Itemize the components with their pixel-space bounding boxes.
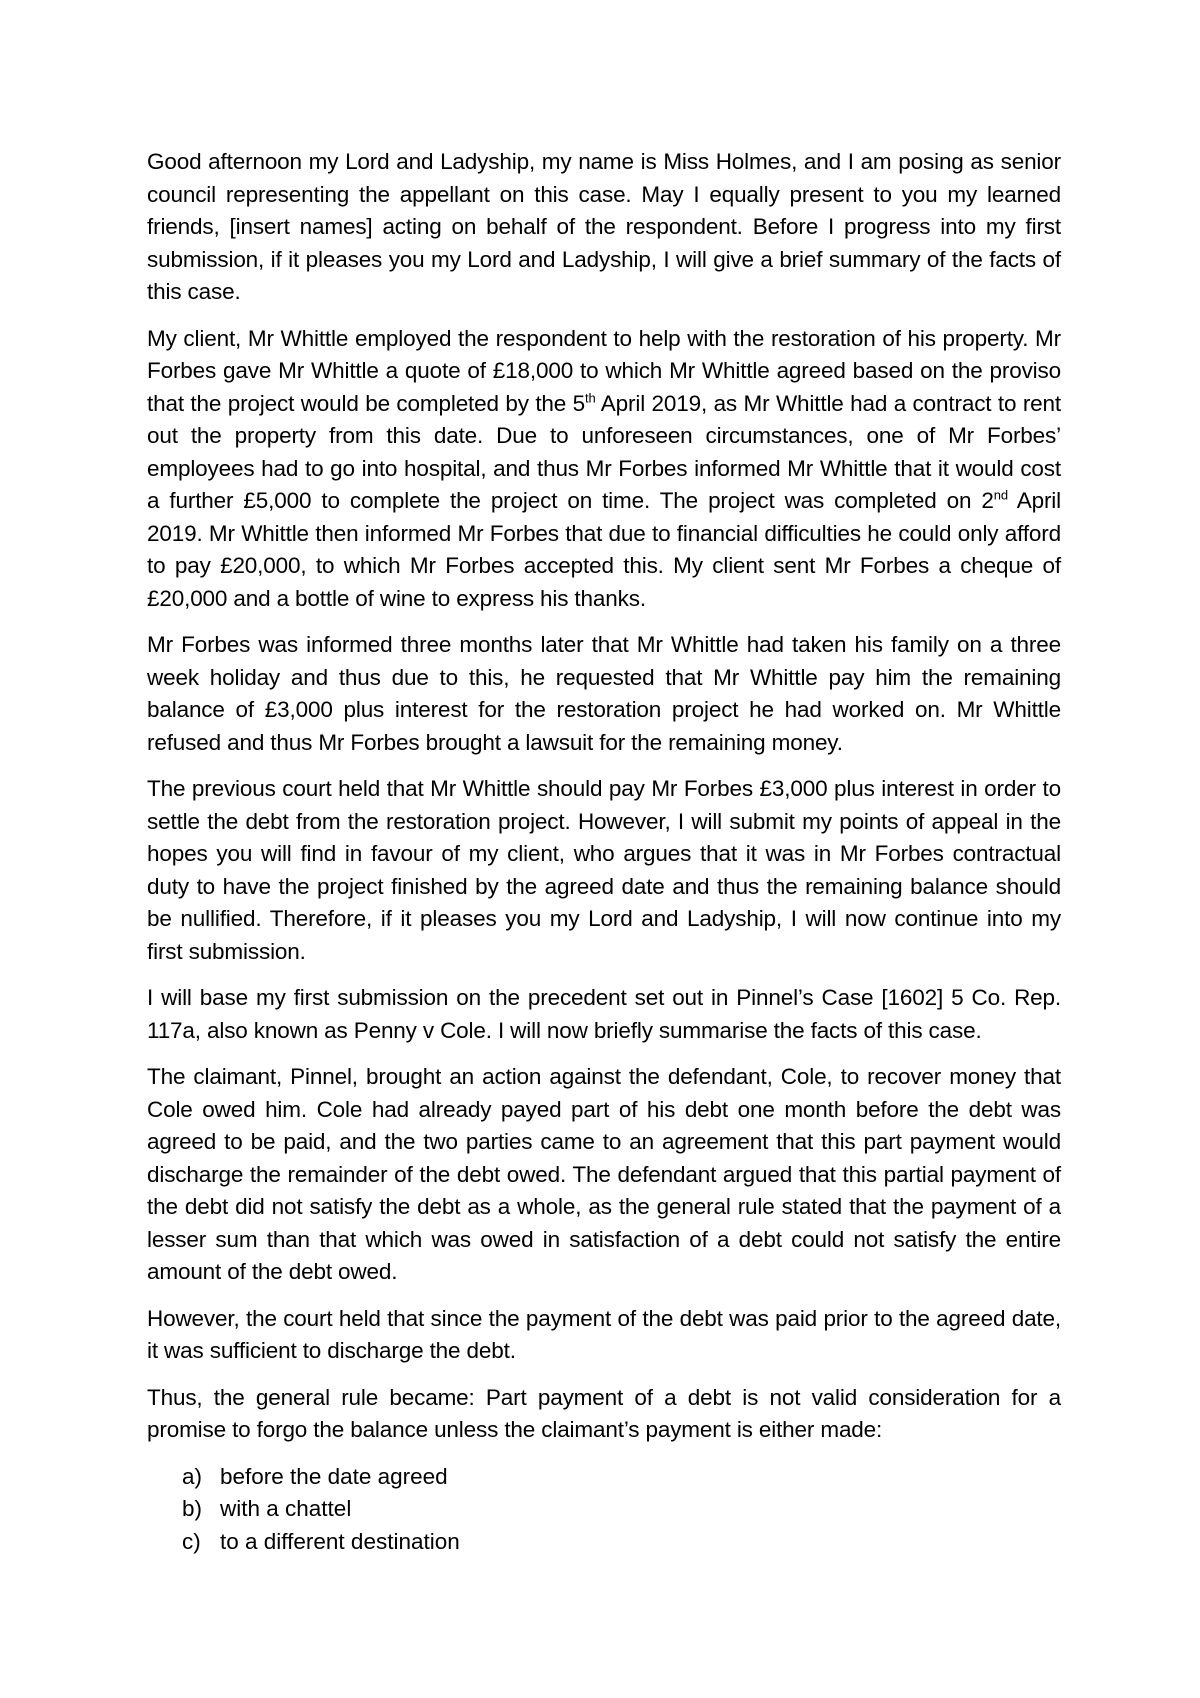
paragraph-facts-part-3: April 2019. Mr Whittle then informed Mr Forbes that due to financial difficulties he could only afford to pay £20,000, to which Mr Forbes accepted this. My client sent Mr Forbes a cheque of £20,000 and a bottle of wine to express his thanks. bbox=[147, 488, 1062, 611]
ordinal-suffix-th: th bbox=[585, 390, 596, 405]
exceptions-list bbox=[147, 1461, 1061, 1559]
paragraph-facts-part-1: My client, Mr Whittle employed the respondent to help with the restoration of his property. Mr Forbes gave Mr Whittle a quote of £18,000 to which Mr Whittle agreed based on the proviso that the project would be completed by the 5 bbox=[147, 325, 1061, 416]
paragraph-court-held: However, the court held that since the payment of the debt was paid prior to the agreed date, it was sufficient to discharge the debt. bbox=[147, 1305, 1061, 1363]
list-marker: c) bbox=[182, 1528, 201, 1554]
paragraph-first-submission: I will base my first submission on the precedent set out in Pinnel’s Case [1602] 5 Co. Rep. 117a, also known as Penny v Cole. I will now briefly summarise the facts of this case. bbox=[147, 985, 1061, 1043]
list-item-text: with a chattel bbox=[220, 1496, 352, 1521]
paragraph-facts-part-2: April 2019, as Mr Whittle had a contract to rent out the property from this date. Due to unforeseen circumstances, one of Mr Forbes’ employees had to go into hospital, and thus Mr Forbes informed Mr Whittle that it would cost a further £5,000 to complete the project on time. The project was completed on 2 bbox=[147, 390, 1061, 513]
paragraph-lawsuit: Mr Forbes was informed three months later that Mr Whittle had taken his family on a three week holiday and thus due to this, he requested that Mr Whittle pay him the remaining balance of £3,000 plus interest for the restoration project he had worked on. Mr Whittle refused and thus Mr Forbes brought a lawsuit for the remaining money. bbox=[147, 632, 1061, 755]
list-marker: b) bbox=[182, 1496, 203, 1521]
paragraph-general-rule: Thus, the general rule became: Part payment of a debt is not valid consideration for a promise to forgo the balance unless the claimant’s payment is either made: bbox=[147, 1384, 1061, 1442]
list-item-text: before the date agreed bbox=[220, 1463, 448, 1489]
list-item-text: to a different destination bbox=[220, 1528, 460, 1554]
ordinal-suffix-nd: nd bbox=[993, 487, 1008, 503]
document-body bbox=[147, 146, 1061, 1558]
list-marker: a) bbox=[182, 1463, 203, 1489]
list-item bbox=[182, 1493, 1061, 1526]
paragraph-pinnel-facts: The claimant, Pinnel, brought an action against the defendant, Cole, to recover money that Cole owed him. Cole had already payed part of his debt one month before the debt was agreed to be paid, and the two parties came to an agreement that this part payment would discharge the remainder of the debt owed. The defendant argued that this partial payment of the debt did not satisfy the debt as a whole, as the general rule stated that the payment of a lesser sum than that which was owed in satisfaction of a debt could not satisfy the entire amount of the debt owed. bbox=[147, 1064, 1061, 1284]
list-item bbox=[182, 1461, 1061, 1494]
paragraph-facts bbox=[147, 323, 1061, 616]
paragraph-introduction: Good afternoon my Lord and Ladyship, my name is Miss Holmes, and I am posing as senior council representing the appellant on this case. May I equally present to you my learned friends, [insert names] acting on behalf of the respondent. Before I progress into my first submission, if it pleases you my Lord and Ladyship, I will give a brief summary of the facts of this case. bbox=[147, 149, 1061, 304]
paragraph-previous-court: The previous court held that Mr Whittle should pay Mr Forbes £3,000 plus interest in order to settle the debt from the restoration project. However, I will submit my points of appeal in the hopes you will find in favour of my client, who argues that it was in Mr Forbes contractual duty to have the project finished by the agreed date and thus the remaining balance should be nullified. Therefore, if it pleases you my Lord and Ladyship, I will now continue into my first submission. bbox=[147, 776, 1061, 964]
list-item bbox=[182, 1526, 1061, 1559]
